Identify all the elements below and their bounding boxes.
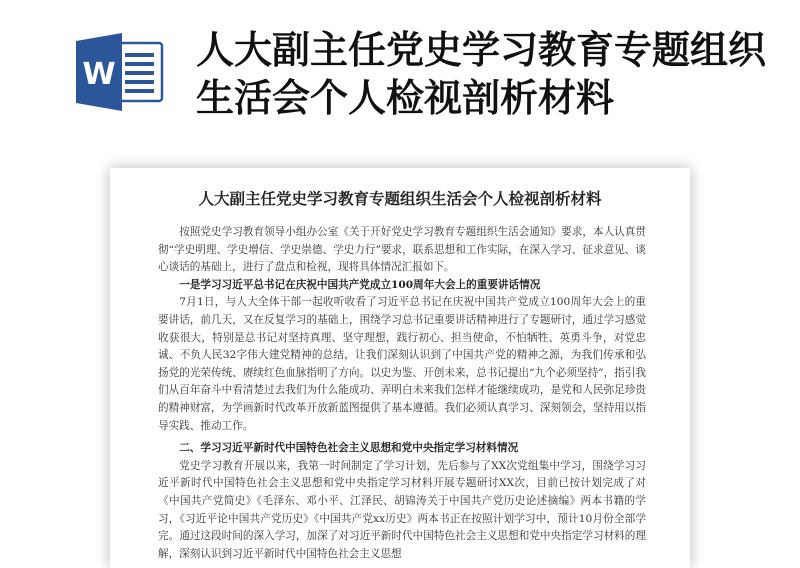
word-doc-icon bbox=[76, 33, 164, 111]
document-page bbox=[110, 168, 690, 568]
document-title: 人大副主任党史学习教育专题组织生活会个人检视剖析材料 bbox=[198, 189, 602, 208]
page-title: 人大副主任党史学习教育专题组织生活会个人检视剖析材料 bbox=[196, 28, 767, 120]
section-heading-1: 一是学习习近平总书记在庆祝中国共产党成立100周年大会上的重要讲话情况 bbox=[179, 278, 541, 291]
paragraph-section-2: 党史学习教育开展以来，我第一时间制定了学习计划，先后参与了XX次党组集中学习，围绕学习习近平新时代中国特色社会主义思想和党中央指定学习材料开展专题研讨XX次，目前已按计划完成了对《中国共产党简史》《毛泽东、邓小平、江泽民、胡锦涛关于中国共产党历史论述摘编》两本书籍的学习，《习近平论中国共产党历史》《中国共产党xx历史》两本书正在按照计划学习中，预计10月份全部学完。通过这段时间的深入学习，加深了对习近平新时代中国特色社会主义思想和党中央指定学习材料的理解，深刻认识到习近平新时代中国特色社会主义思想 bbox=[158, 459, 646, 560]
document-body bbox=[158, 224, 646, 563]
section-heading-2: 二、学习习近平新时代中国特色社会主义思想和党中央指定学习材料情况 bbox=[179, 442, 519, 455]
word-icon-letter: W bbox=[82, 57, 116, 92]
paragraph-intro: 按照党史学习教育领导小组办公室《关于开好党史学习教育专题组织生活会通知》要求，本人认真贯彻“学史明理、学史增信、学史崇德、学史力行”要求，联系思想和工作实际，在深入学习、征求意见、谈心谈话的基础上，进行了盘点和检视，现将具体情况汇报如下。 bbox=[158, 226, 646, 274]
paragraph-section-1: 7月1日，与人大全体干部一起收听收看了习近平总书记在庆祝中国共产党成立100周年大会上的重要讲话，前几天，又在反复学习的基础上，围绕学习总书记重要讲话精神进行了专题研讨，通过学习感觉收获很大，特别是总书记对坚持真理、坚守理想，践行初心、担当使命，不怕牺牲、英勇斗争，对党忠诚、不负人民32字伟大建党精神的总结，让我们深刻认识到了中国共产党的精神之源，为我们传承和弘扬党的光荣传统、赓续红色血脉指明了方向。以史为鉴、开创未来，总书记提出“九个必须坚持”，指引我们从百年奋斗中看清楚过去我们为什么能成功、弄明白未来我们怎样才能继续成功，是党和人民弥足珍贵的精神财富，为学画新时代改革开放新蓝图提供了基本遵循。我们必须认真学习、深刻领会，坚持用以指导实践、推动工作。 bbox=[158, 296, 646, 432]
